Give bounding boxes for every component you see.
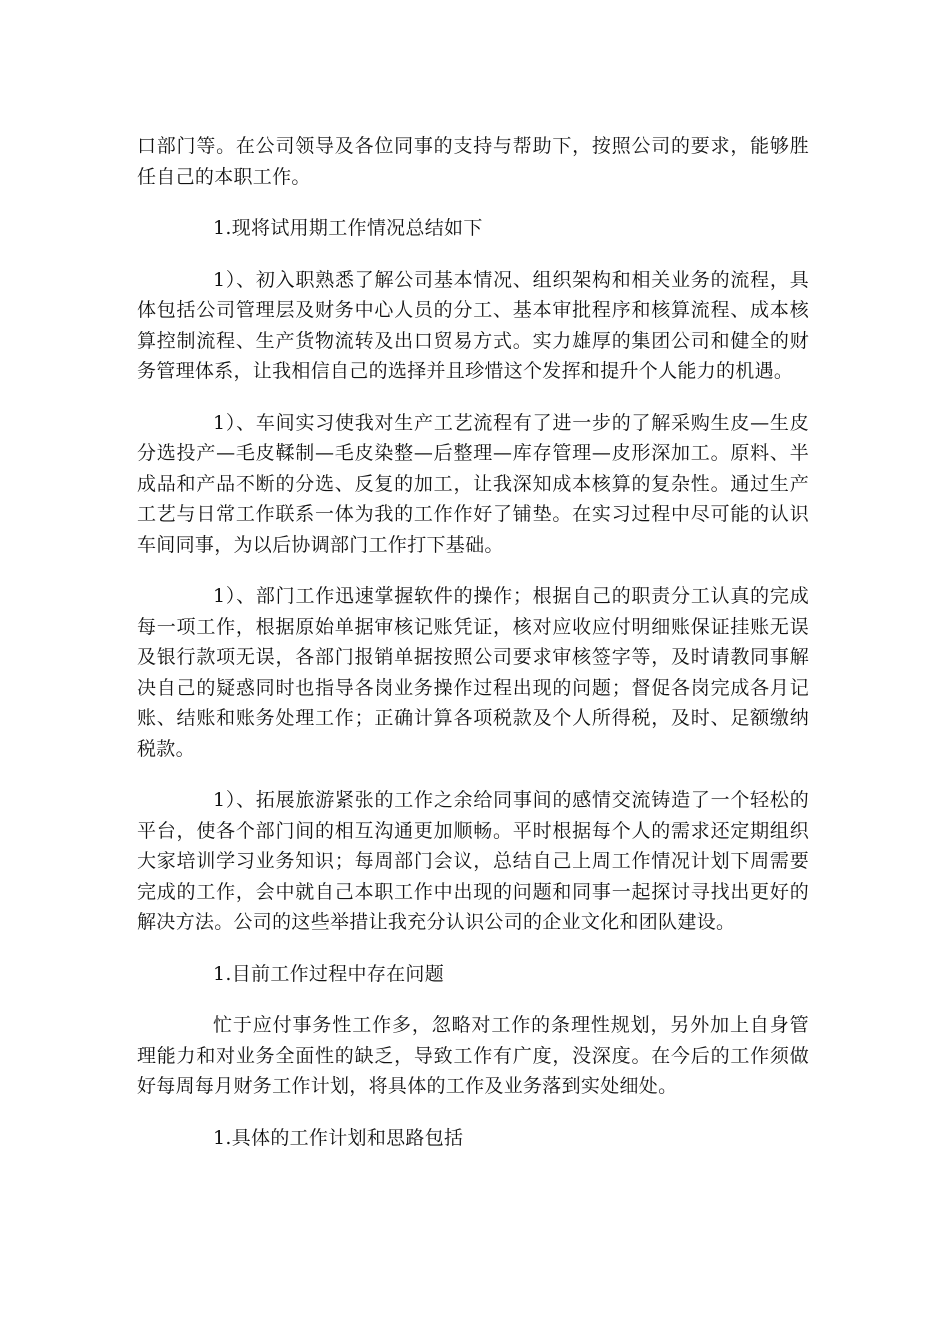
document-body	[137, 131, 809, 1174]
paragraph-team-building: 1）、拓展旅游紧张的工作之余给同事间的感情交流铸造了一个轻松的平台，使各个部门间的相互沟通更加顺畅。平时根据每个人的需求还定期组织大家培训学习业务知识；每周部门会议，总结自己上周工作情况计划下周需要完成的工作，会中就自己本职工作中出现的问题和同事一起探讨寻找出更好的解决方法。公司的这些举措让我充分认识公司的企业文化和团队建设。	[137, 789, 809, 933]
paragraph-problems: 忙于应付事务性工作多，忽略对工作的条理性规划，另外加上自身管理能力和对业务全面性的缺乏，导致工作有广度，没深度。在今后的工作须做好每周每月财务工作计划，将具体的工作及业务落到实处细处。	[137, 1014, 809, 1097]
paragraph-company-familiarization: 1）、初入职熟悉了解公司基本情况、组织架构和相关业务的流程，具体包括公司管理层及财务中心人员的分工、基本审批程序和核算流程、成本核算控制流程、生产货物流转及出口贸易方式。实力雄厚的集团公司和健全的财务管理体系，让我相信自己的选择并且珍惜这个发挥和提升个人能力的机遇。	[137, 268, 809, 382]
section-heading-trial-summary: 1.现将试用期工作情况总结如下	[213, 217, 483, 239]
section-heading-problems: 1.目前工作过程中存在问题	[213, 962, 445, 985]
paragraph-workshop-internship: 1）、车间实习使我对生产工艺流程有了进一步的了解采购生皮—生皮分选投产—毛皮鞣制—毛皮染整—后整理—库存管理—皮形深加工。原料、半成品和产品不断的分选、反复的加工，让我深知成本核算的复杂性。通过生产工艺与日常工作联系一体为我的工作作好了铺垫。在实习过程中尽可能的认识车间同事，为以后协调部门工作打下基础。	[137, 411, 809, 556]
section-heading-work-plan: 1.具体的工作计划和思路包括	[213, 1126, 464, 1149]
paragraph-department-work: 1）、部门工作迅速掌握软件的操作；根据自己的职责分工认真的完成每一项工作，根据原始单据审核记账凭证，核对应收应付明细账保证挂账无误及银行款项无误，各部门报销单据按照公司要求审核签字等，及时请教同事解决自己的疑惑同时也指导各岗业务操作过程出现的问题；督促各岗完成各月记账、结账和账务处理工作；正确计算各项税款及个人所得税，及时、足额缴纳税款。	[137, 585, 809, 760]
paragraph-continuation: 口部门等。在公司领导及各位同事的支持与帮助下，按照公司的要求，能够胜任自己的本职工作。	[137, 135, 809, 188]
